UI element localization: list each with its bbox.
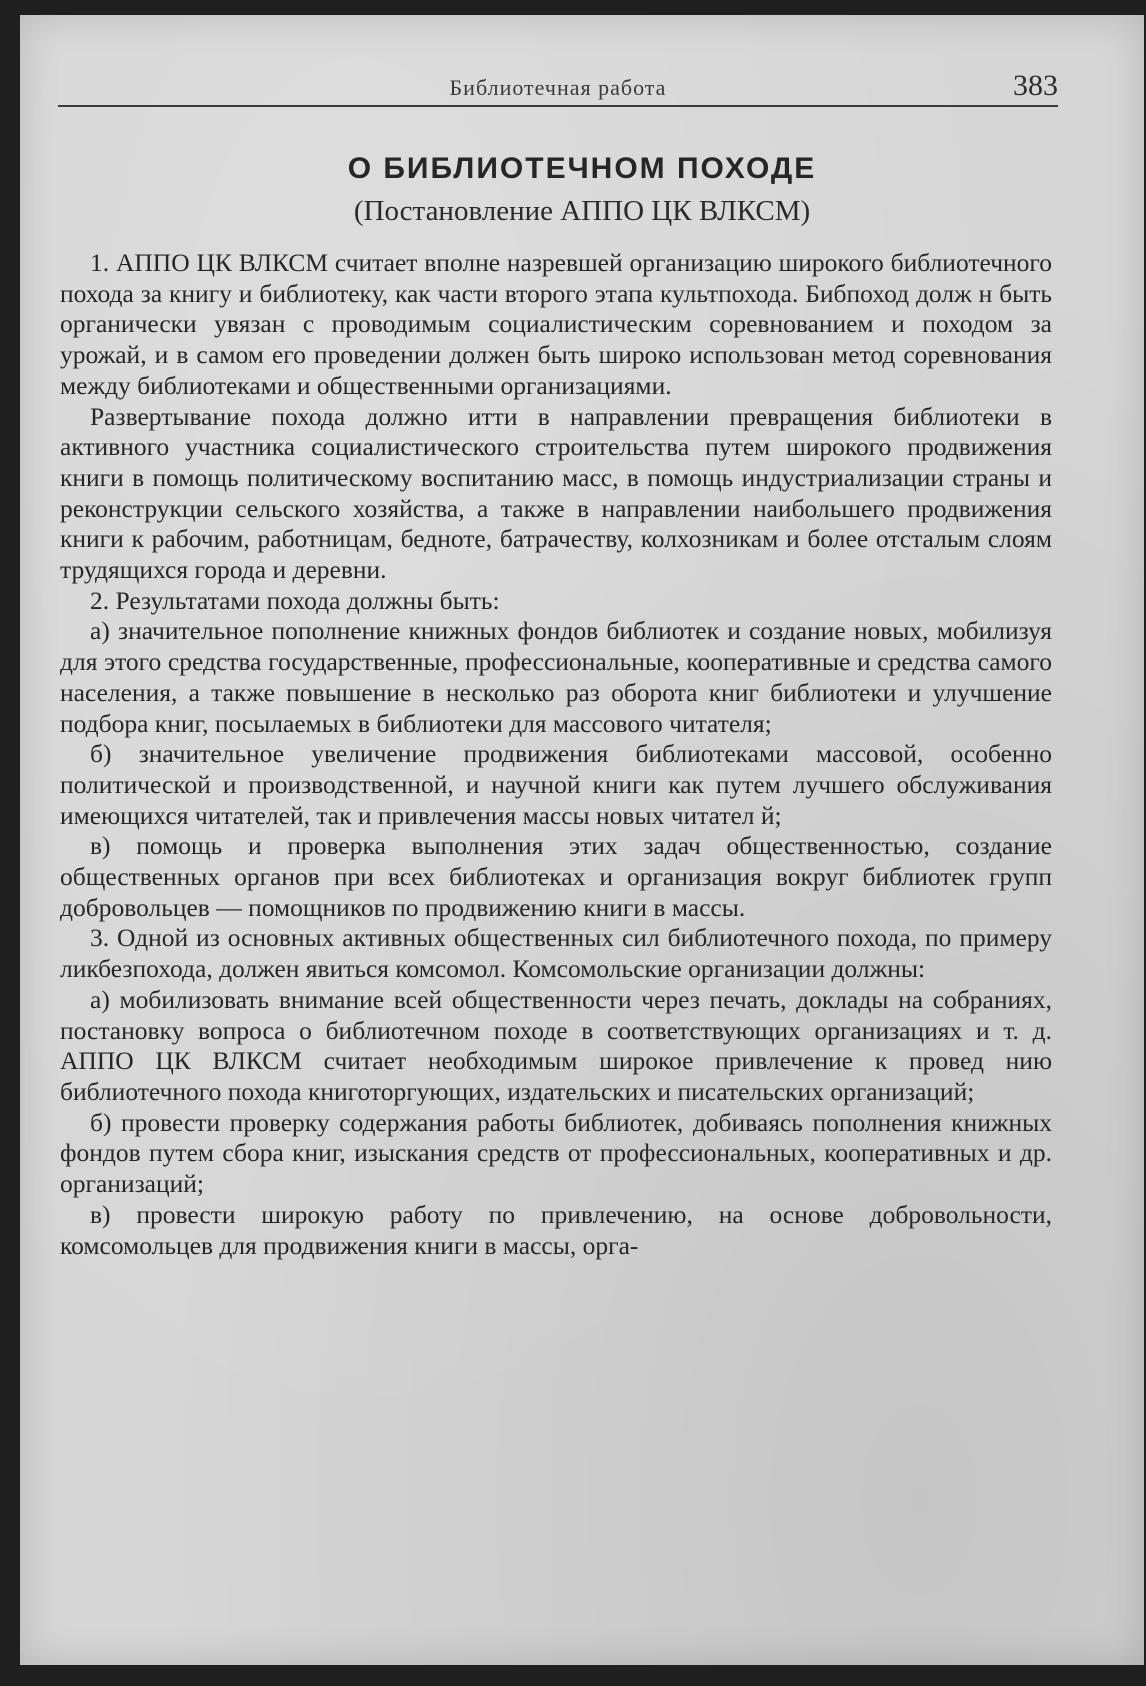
- paragraph-4: а) значительное пополнение книжных фондов библиотек и создание новых, мобилизуя для этого средства государственные, профессиональные, кооперативные и средства самого населения, а также повышение в несколько раз оборота книг библиотеки и улучшение подбора книг, посылаемых в библиотеки для массового читателя;: [60, 616, 1052, 738]
- document-title: О БИБЛИОТЕЧНОМ ПОХОДЕ: [347, 152, 817, 185]
- document-body: [60, 248, 1052, 1261]
- document-subtitle: (Постановление АППО ЦК ВЛКСМ): [353, 195, 811, 227]
- paragraph-1: 1. АППО ЦК ВЛКСМ считает вполне назревшей организацию широкого библиотечного похода за книгу и библиотеку, как части второго этапа культпохода. Бибпоход долж н быть органически увязан с проводимым социалистическим соревнованием и походом за урожай, и в самом его проведении должен быть широко использован метод соревнования между библиотеками и общественными организациями.: [60, 248, 1052, 400]
- paragraph-3: 2. Результатами похода должны быть:: [90, 585, 500, 615]
- page-number: 383: [1013, 69, 1058, 102]
- running-head: Библиотечная работа: [449, 75, 667, 100]
- paragraph-6: в) помощь и проверка выполнения этих задач общественностью, создание общественных органов при всех библиотеках и организация вокруг библиотек групп добровольцев — помощников по продвижению книги в массы.: [60, 831, 1052, 922]
- book-page: [20, 15, 1144, 1665]
- paragraph-7: 3. Одной из основных активных общественных сил библиотечного похода, по примеру ликбезпохода, должен явиться комсомол. Комсомольские организации должны:: [60, 923, 1052, 984]
- paragraph-5: б) значительное увеличение продвижения библиотеками массовой, особенно политической и производственной, и научной книги как путем лучшего обслуживания имеющихся читателей, так и привлечения массы новых читател й;: [60, 739, 1052, 830]
- page-header: [58, 67, 1058, 107]
- paragraph-9: б) провести проверку содержания работы библиотек, добиваясь пополнения книжных фондов путем сбора книг, изыскания средств от профессиональных, кооперативных и др. организаций;: [60, 1107, 1052, 1199]
- paragraph-2: Развертывание похода должно итти в направлении превращения библиотеки в активного участника социалистического строительства путем широкого продвижения книги в помощь политическому воспитанию масс, в помощь индустриализации страны и реконструкции сельского хозяйства, а также в направлении наибольшего продвижения книги к рабочим, работницам, бедноте, батрачеству, колхозникам и более отсталым слоям трудящихся города и деревни.: [60, 401, 1052, 585]
- paragraph-10: в) провести широкую работу по привлечению, на основе добровольности, комсомольцев для продвижения книги в массы, орга-: [60, 1199, 1052, 1260]
- paragraph-8: а) мобилизовать внимание всей общественности через печать, доклады на собраниях, постановку вопроса о библиотечном походе в соответствующих организациях и т. д. АППО ЦК ВЛКСМ считает необходимым широкое привлечение к провед нию библиотечного похода книготоргующих, издательских и писательских организаций;: [60, 984, 1052, 1106]
